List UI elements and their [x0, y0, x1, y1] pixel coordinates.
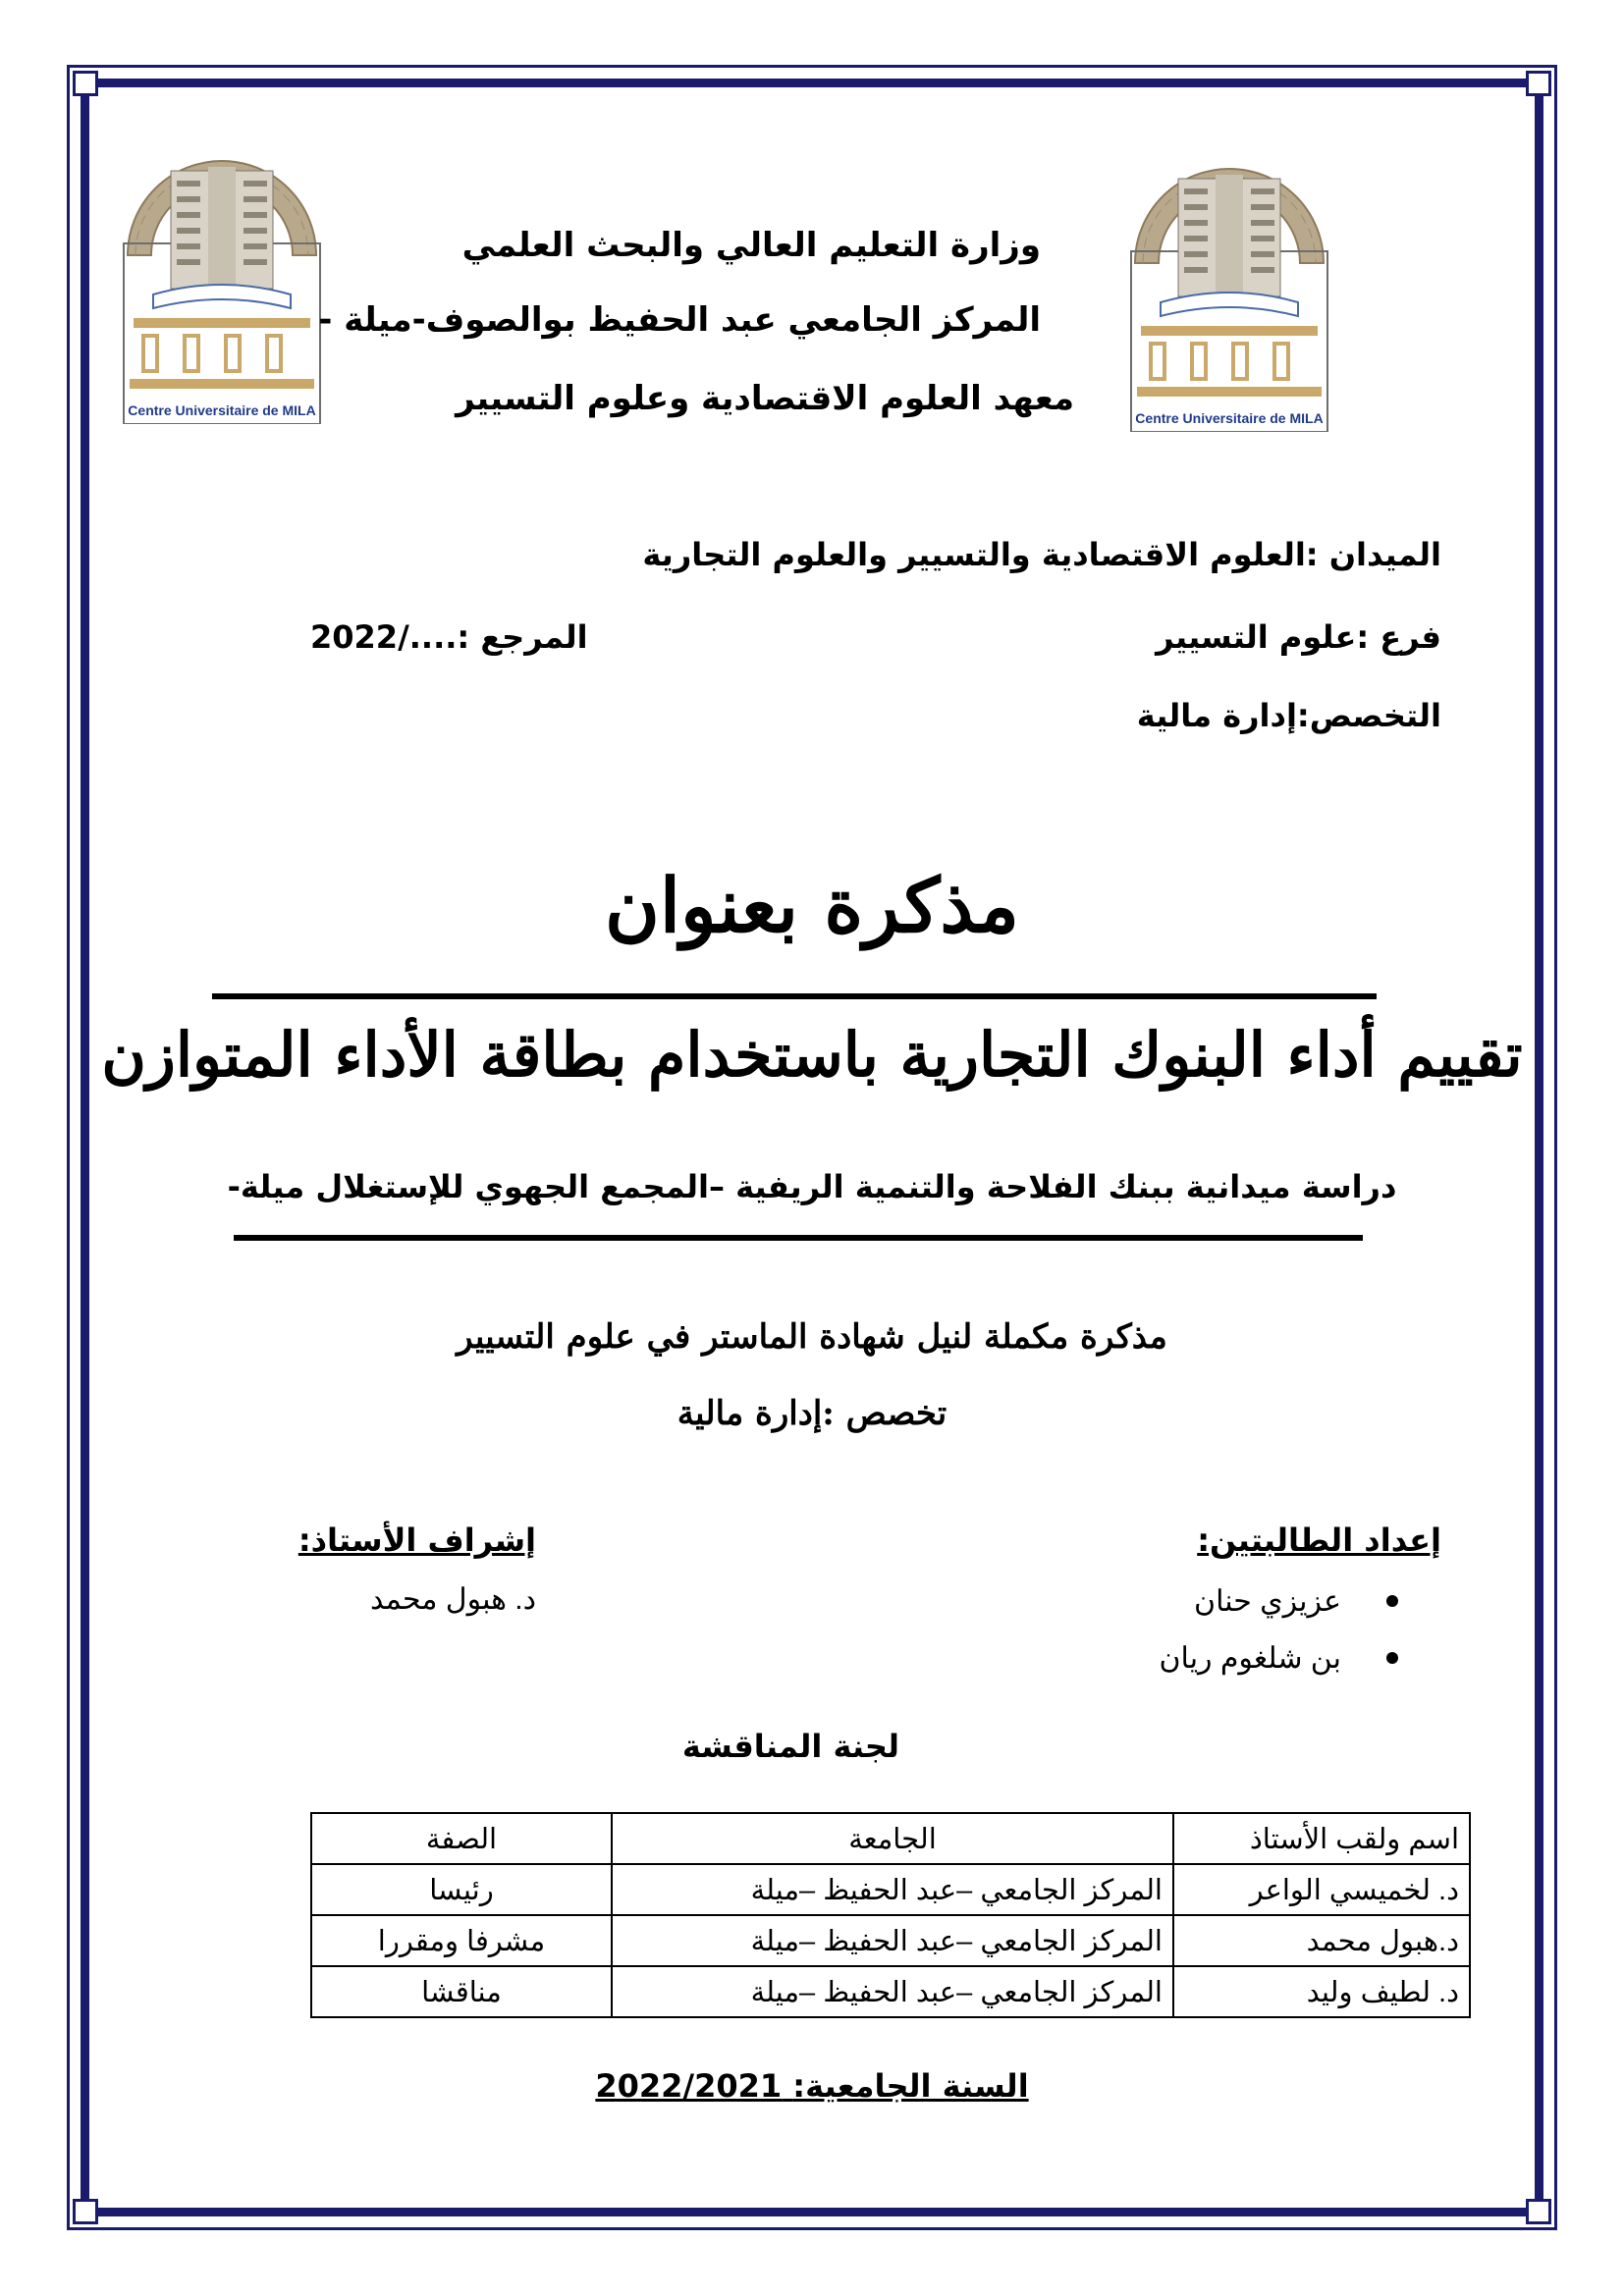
university-name: المركز الجامعي عبد الحفيظ بوالصوف-ميلة - — [318, 300, 1041, 340]
student-name: بن شلغوم ريان — [1160, 1629, 1398, 1686]
ministry-name: وزارة التعليم العالي والبحث العلمي — [461, 226, 1041, 265]
jury-header-row — [311, 1813, 1470, 1864]
field-line: الميدان :العلوم الاقتصادية والتسيير والعلوم التجارية — [642, 536, 1441, 573]
jury-member-name: د. لطيف وليد — [1173, 1966, 1470, 2017]
jury-col-university: الجامعة — [612, 1813, 1173, 1864]
academic-year-value: 2022/2021 — [595, 2067, 783, 2105]
table-row — [311, 1864, 1470, 1915]
academic-year — [0, 2067, 1624, 2105]
bullet-icon — [1386, 1652, 1398, 1664]
jury-member-university: المركز الجامعي –عبد الحفيظ –ميلة — [612, 1966, 1173, 2017]
case-study-subtitle: دراسة ميدانية ببنك الفلاحة والتنمية الريفية –المجمع الجهوي للإستغلال ميلة- — [227, 1168, 1397, 1205]
supervisor-label: إشراف الأستاذ: — [298, 1522, 536, 1559]
logo-caption: Centre Universitaire de MILA — [1135, 410, 1324, 426]
university-logo-left — [114, 108, 330, 424]
border-corner — [1526, 71, 1551, 96]
jury-title: لجنة المناقشة — [681, 1728, 899, 1765]
branch-line: فرع :علوم التسيير — [1156, 618, 1441, 656]
academic-year-label: السنة الجامعية: — [792, 2067, 1029, 2105]
memo-heading: مذكرة بعنوان — [605, 862, 1019, 949]
student-name: عزيزي حنان — [1160, 1573, 1398, 1629]
border-corner — [73, 71, 98, 96]
title-rule-top — [212, 993, 1377, 999]
jury-member-name: د. لخميسي الواعر — [1173, 1864, 1470, 1915]
jury-col-name: اسم ولقب الأستاذ — [1173, 1813, 1470, 1864]
title-rule-bottom — [234, 1235, 1363, 1241]
table-row — [311, 1966, 1470, 2017]
institute-name: معهد العلوم الاقتصادية وعلوم التسيير — [456, 379, 1074, 418]
thesis-title: تقييم أداء البنوك التجارية باستخدام بطاقة الأداء المتوازن — [101, 1019, 1523, 1091]
border-corner — [73, 2199, 98, 2224]
supervisor-name: د. هبول محمد — [369, 1583, 536, 1616]
logo-caption: Centre Universitaire de MILA — [128, 402, 316, 418]
jury-member-role: مشرفا ومقررا — [311, 1915, 612, 1966]
specialty-line: التخصص:إدارة مالية — [1136, 697, 1441, 734]
border-corner — [1526, 2199, 1551, 2224]
jury-member-university: المركز الجامعي –عبد الحفيظ –ميلة — [612, 1915, 1173, 1966]
jury-member-role: مناقشا — [311, 1966, 612, 2017]
jury-member-role: رئيسا — [311, 1864, 612, 1915]
jury-member-university: المركز الجامعي –عبد الحفيظ –ميلة — [612, 1864, 1173, 1915]
degree-line: مذكرة مكملة لنيل شهادة الماستر في علوم التسيير — [457, 1317, 1167, 1357]
jury-col-role: الصفة — [311, 1813, 612, 1864]
jury-table — [310, 1812, 1471, 2018]
students-list — [1160, 1573, 1398, 1686]
university-logo-right — [1121, 116, 1337, 432]
table-row — [311, 1915, 1470, 1966]
jury-member-name: د.هبول محمد — [1173, 1915, 1470, 1966]
students-label: إعداد الطالبتين: — [1197, 1522, 1441, 1559]
bullet-icon — [1386, 1595, 1398, 1607]
reference-line: المرجع :..../2022 — [310, 618, 588, 656]
degree-specialty: تخصص :إدارة مالية — [677, 1394, 947, 1433]
